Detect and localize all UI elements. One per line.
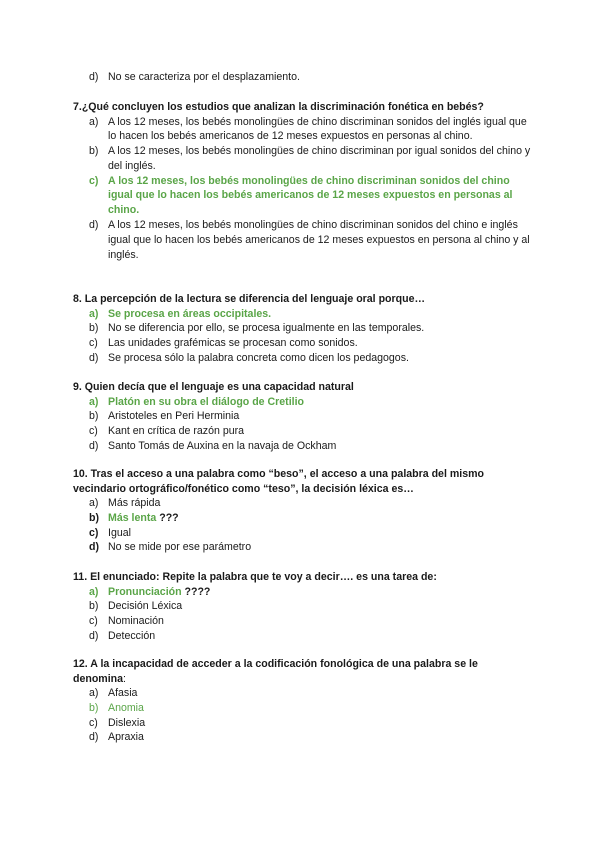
question-12 [73,657,533,745]
question-10 [73,467,533,555]
option-b: b) Decisión Léxica [89,600,183,613]
option-text: Anomia [108,701,144,714]
option-a: a) Afasia [89,687,138,699]
option-a-correct: a) Platón en su obra el diálogo de Cretilio [89,395,305,408]
option-text: Aristoteles en Peri Herminia [108,410,240,423]
question-12-text: 12. A la incapacidad de acceder a la codificación fonológica de una palabra se le denomina: [73,658,478,685]
option-text: Dislexia [108,716,146,729]
option-b-correct: b) Más lenta ??? [89,511,179,524]
option-text: A los 12 meses, los bebés monolingües de chino discriminan sonidos del chino e inglés igual que lo hacen los bebés americanos de 12 meses expuestos en persona al chino y al inglés. [108,219,530,261]
option-b: b) No se diferencia por ello, se procesa igualmente en las temporales. [89,322,425,335]
question-10-text: 10. Tras el acceso a una palabra como “beso”, el acceso a una palabra del mismo vecindario ortográfico/fonético como “teso”, la decisión léxica es… [73,468,484,495]
question-8 [73,292,533,366]
option-d: d) No se mide por ese parámetro [89,541,252,554]
question-7 [73,100,533,262]
option-c: c) Igual [89,526,131,539]
option-text: Nominación [108,615,164,628]
option-c-correct: c) A los 12 meses, los bebés monolingües de chino discriminan sonidos del chino igual que lo hacen los bebés americanos de 12 meses expuestos en personas al chino. [89,174,513,217]
question-8-text: 8. La percepción de la lectura se diferencia del lenguaje oral porque… [73,293,426,305]
option-text: Se procesa en áreas occipitales. [108,307,272,320]
option-d: d) Apraxia [89,731,144,744]
option-text: Kant en crítica de razón pura [108,425,245,438]
option-text: No se diferencia por ello, se procesa igualmente en las temporales. [108,322,425,335]
option-d: d) A los 12 meses, los bebés monolingües de chino discriminan sonidos del chino e inglés igual que lo hacen los bebés americanos de 12 meses expuestos en persona al chino y al inglés. [89,219,530,261]
option-text: Afasia [108,687,138,699]
option-text: A los 12 meses, los bebés monolingües de chino discriminan sonidos del inglés igual que lo hacen los bebés americanos de 12 meses expuestos en personas al chino. [108,115,527,143]
option-text: Apraxia [108,731,144,744]
option-text: A los 12 meses, los bebés monolingües de chino discriminan sonidos del chino igual que lo hacen los bebés americanos de 12 meses expuestos en personas al chino. [108,174,513,217]
option-b-correct: b) Anomia [89,701,144,714]
option-a: a) A los 12 meses, los bebés monolingües de chino discriminan sonidos del inglés igual que lo hacen los bebés americanos de 12 meses expuestos en personas al chino. [89,115,527,143]
option-text: Santo Tomás de Auxina en la navaja de Ockham [108,439,337,452]
option-text: Pronunciación [108,585,182,598]
previous-question-tail [73,70,533,85]
option-text: Más rápida [108,497,161,509]
question-11 [73,570,533,644]
question-9 [73,380,533,454]
uncertainty-marks: ??? [156,511,179,524]
option-text: No se mide por ese parámetro [108,541,252,554]
option-text: Se procesa sólo la palabra concreta como dicen los pedagogos. [108,351,409,364]
option-c: c) Dislexia [89,716,146,729]
option-text: No se caracteriza por el desplazamiento. [108,71,300,83]
option-text: Platón en su obra el diálogo de Cretilio [108,395,305,408]
option-c: c) Kant en crítica de razón pura [89,425,245,438]
option-d: d) Detección [89,629,156,642]
question-7-text: 7.¿Qué concluyen los estudios que analizan la discriminación fonética en bebés? [73,101,484,113]
question-9-text: 9. Quien decía que el lenguaje es una capacidad natural [73,381,354,393]
option-d: d) No se caracteriza por el desplazamiento. [89,71,300,83]
option-c: c) Las unidades grafémicas se procesan como sonidos. [89,337,358,350]
option-text: Detección [108,629,156,642]
option-text: Las unidades grafémicas se procesan como sonidos. [108,337,358,350]
option-a: a) Más rápida [89,497,161,509]
option-a-correct: a) Pronunciación ???? [89,585,211,598]
option-b: b) A los 12 meses, los bebés monolingües de chino discriminan por igual sonidos del chino y del inglés. [89,145,531,172]
option-c: c) Nominación [89,615,164,628]
option-text: Decisión Léxica [108,600,183,613]
option-text: Igual [108,526,131,539]
option-text: A los 12 meses, los bebés monolingües de chino discriminan por igual sonidos del chino y del inglés. [108,145,531,172]
option-d: d) Santo Tomás de Auxina en la navaja de Ockham [89,439,337,452]
question-11-text: 11. El enunciado: Repite la palabra que te voy a decir…. es una tarea de: [73,571,437,583]
option-a-correct: a) Se procesa en áreas occipitales. [89,307,272,320]
uncertainty-marks: ???? [181,585,211,598]
option-d: d) Se procesa sólo la palabra concreta como dicen los pedagogos. [89,351,409,364]
option-text: Más lenta [108,511,157,524]
option-b: b) Aristoteles en Peri Herminia [89,410,240,423]
